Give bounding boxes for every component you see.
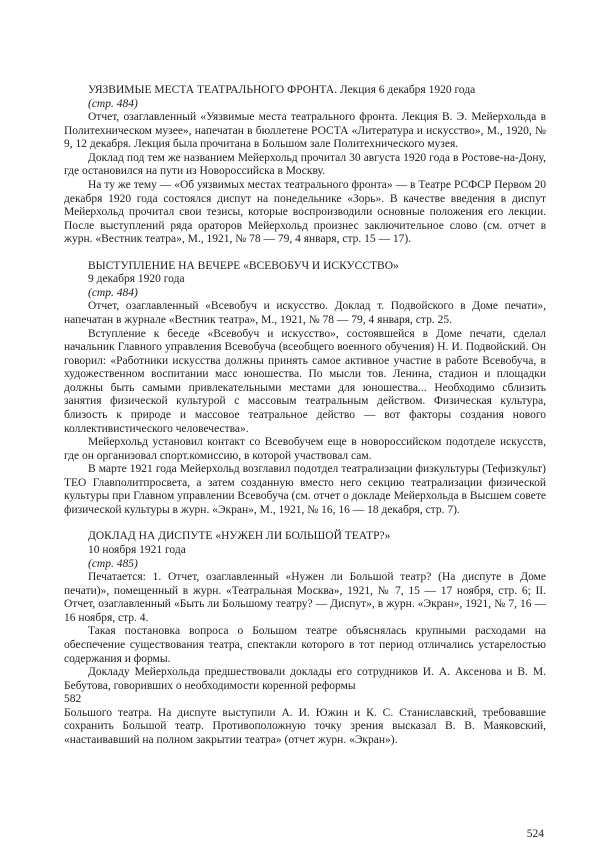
paragraph: Вступление к беседе «Всевобуч и искусство», состоявшейся в Доме печати, сделал начальник Главного управления Всевобуча (всеобщего военного обучения) Н. И. Подвойский. Он говорил: «Работники искусства должны принять самое активное участие в работе Всевобуча, в художественном воспитании масс юношества. По мысли тов. Ленина, стадион и площадки должны быть самыми привлекательными местами для юношества... Необходимо сблизить занятия физической культурой с массовым театральным действом. Физическая культура, близость к природе и массовое театральное действо — вот факторы создания нового коллективистического человечества». xyxy=(64,327,546,435)
section-bolshoi-theatre xyxy=(64,530,546,747)
paragraph: Доклад под тем же названием Мейерхольд прочитал 30 августа 1920 года в Ростове-на-Дону, где остановился на пути из Новороссийска в Москву. xyxy=(64,151,546,178)
continuation-paragraph: Большого театра. На диспуте выступили А. И. Южин и К. С. Станиславский, требовавшие сохранить Большой театр. Противоположную точку зрения высказал В. В. Маяковский, «настаивавший на полном закрытии театра» (отчет журн. «Экран»). xyxy=(64,706,546,746)
folio-page-number: 524 xyxy=(526,828,544,840)
paragraph: На ту же тему — «Об уязвимых местах театрального фронта» — в Театре РСФСР Первом 20 декабря 1920 года состоялся диспут на понедельнике «Зорь». В качестве введения в диспут Мейерхольд прочитал свои тезисы, которые воспроизводили основные положения его лекции. После выступлений ряда ораторов Мейерхольд произнес заключительное слово (см. отчет в журн. «Вестник театра», М., 1921, № 78 — 79, 4 января, стр. 15 — 17). xyxy=(64,178,546,246)
section-page-ref: (стр. 485) xyxy=(88,557,138,570)
inline-page-marker: 582 xyxy=(64,693,82,706)
section-title: ДОКЛАД НА ДИСПУТЕ «НУЖЕН ЛИ БОЛЬШОЙ ТЕАТР?» xyxy=(88,530,391,543)
paragraph: Мейерхольд установил контакт со Всевобучем еще в новороссийском подотделе искусств, где он организовал спорт.комиссию, в которой участвовал сам. xyxy=(64,436,546,462)
section-title: ВЫСТУПЛЕНИЕ НА ВЕЧЕРЕ «ВСЕВОБУЧ И ИСКУССТВО» xyxy=(88,259,399,272)
section-date: 10 ноября 1921 года xyxy=(88,544,186,556)
section-page-ref: (стр. 484) xyxy=(88,286,138,299)
paragraph: Отчет, озаглавленный «Уязвимые места театрального фронта. Лекция В. Э. Мейерхольда в Политехническом музее», напечатан в бюллетене РОСТА «Литература и искусство», М., 1920, № 9, 12 декабря. Лекция была прочитана в Большом зале Политехнического музея. xyxy=(64,111,546,151)
section-title: УЯЗВИМЫЕ МЕСТА ТЕАТРАЛЬНОГО ФРОНТА. Лекция 6 декабря 1920 года xyxy=(88,84,476,96)
section-page-ref: (стр. 484) xyxy=(88,97,138,110)
paragraph: Докладу Мейерхольда предшествовали доклады его сотрудников И. А. Аксенова и В. М. Бебутова, говоривших о необходимости коренной реформы xyxy=(64,666,546,692)
paragraph: Печатается: 1. Отчет, озаглавленный «Нужен ли Большой театр? (На диспуте в Доме печати)», помещенный в журн. «Театральная Москва», 1921, № 7, 15 — 17 ноября, стр. 6; II. Отчет, озаглавленный «Быть ли Большому театру? — Диспут», в журн. «Экран», 1921, № 7, 16 — 16 ноября, стр. 4. xyxy=(64,571,546,624)
paragraph: В марте 1921 года Мейерхольд возглавил подотдел театрализации физкультуры (Тефизкульт) ТЕО Главполитпросвета, а затем созданную вместо него секцию театрализации физической культуры при Главном управлении Всевобуча (см. отчет о докладе Мейерхольда в Высшем совете физической культуры в журн. «Экран», М., 1921, № 16, 16 — 18 декабря, стр. 7). xyxy=(64,463,546,516)
section-vsevobuch xyxy=(64,260,546,518)
paragraph: Такая постановка вопроса о Большом театре объяснялась крупными расходами на обеспечение существования театра, спектакли которого в тот период отличались устарелостью содержания и формы. xyxy=(64,625,546,665)
page-content xyxy=(64,84,546,747)
paragraph: Отчет, озаглавленный «Всевобуч и искусство. Доклад т. Подвойского в Доме печати», напечатан в журнале «Вестник театра», М., 1921, № 78 — 79, 4 января, стр. 25. xyxy=(64,300,546,326)
section-vulnerable-places xyxy=(64,84,546,247)
section-date: 9 декабря 1920 года xyxy=(88,273,185,286)
